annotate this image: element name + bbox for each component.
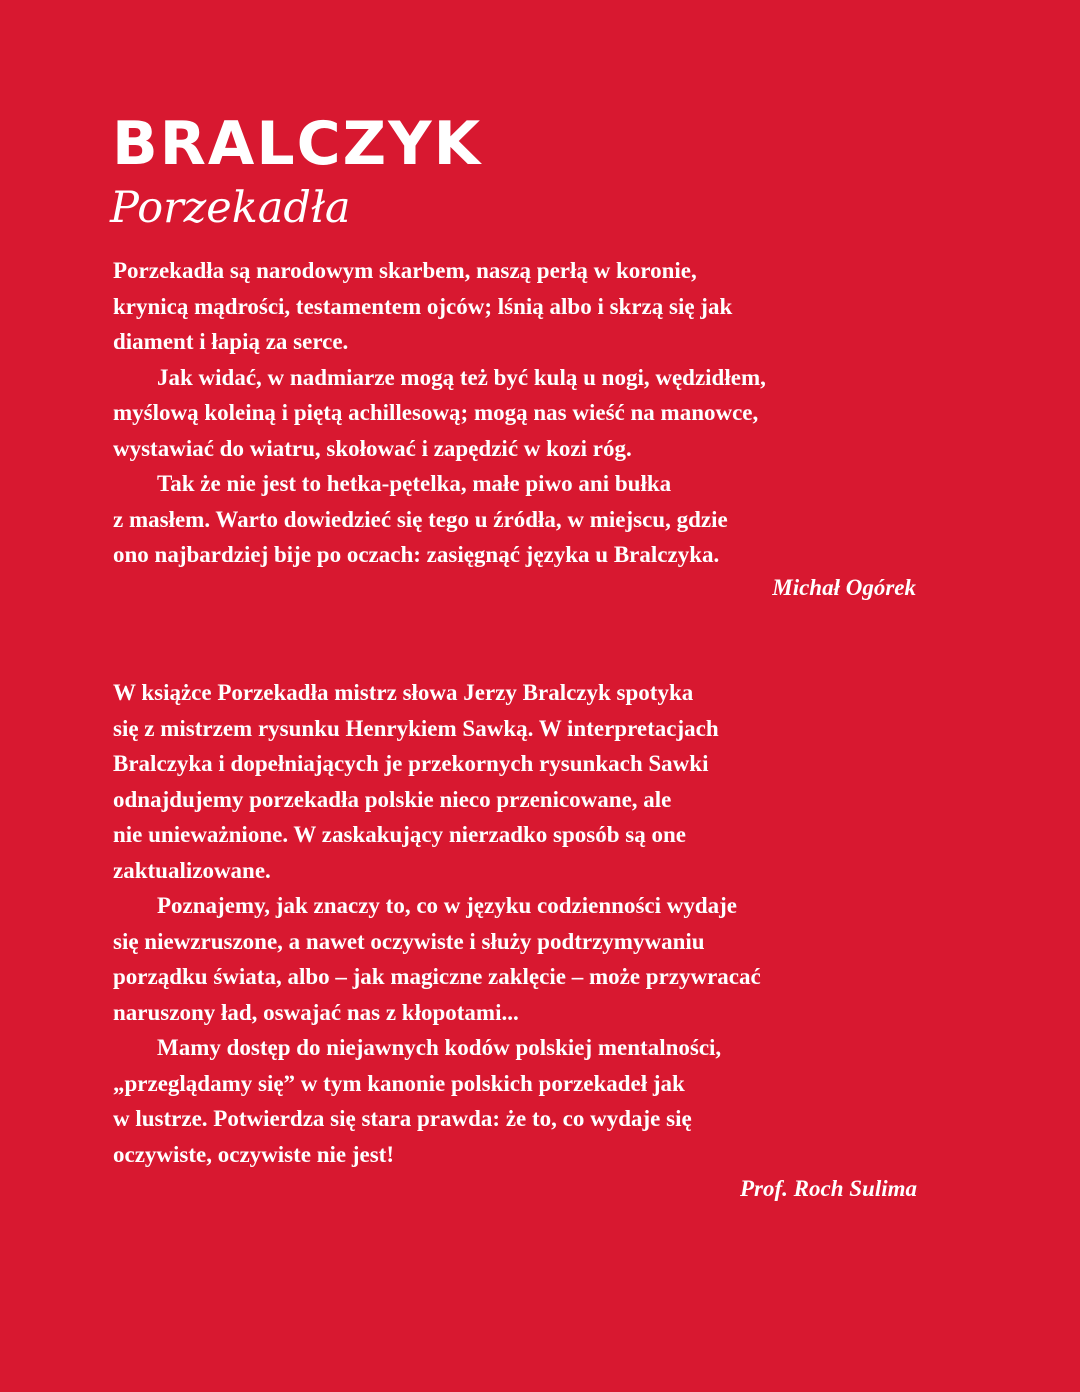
blurb-line: odnajdujemy porzekadła polskie nieco przenicowane, ale — [113, 786, 672, 812]
blurb-line: wystawiać do wiatru, skołować i zapędzić w kozi róg. — [113, 435, 632, 461]
blurb-sulima — [113, 675, 953, 1172]
author-name: BRALCZYK — [112, 109, 483, 179]
blurb-line: w lustrze. Potwierdza się stara prawda: że to, co wydaje się — [113, 1106, 692, 1131]
signature-sulima: Prof. Roch Sulima — [739, 1176, 917, 1201]
blurb-ogorek — [113, 253, 953, 573]
blurb-line: Mamy dostęp do niejawnych kodów polskiej mentalności, — [157, 1035, 722, 1060]
blurb-line: diament i łapią za serce. — [113, 329, 349, 354]
blurb-line: porządku świata, albo – jak magiczne zaklęcie – może przywracać — [113, 964, 761, 989]
blurb-line: Bralczyka i dopełniających je przekornych rysunkach Sawki — [113, 751, 709, 776]
blurb-line: się z mistrzem rysunku Henrykiem Sawką. W interpretacjach — [113, 715, 719, 741]
blurb-line: oczywiste, oczywiste nie jest! — [113, 1141, 394, 1167]
blurb-line: ono najbardziej bije po oczach: zasięgnąć języka u Bralczyka. — [113, 542, 720, 567]
blurb-line: naruszony ład, oswajać nas z kłopotami... — [113, 999, 519, 1025]
book-title: Porzekadła — [110, 183, 351, 233]
blurb-line: z masłem. Warto dowiedzieć się tego u źródła, w miejscu, gdzie — [113, 506, 728, 532]
blurb-line: „przeglądamy się” w tym kanonie polskich porzekadeł jak — [113, 1070, 685, 1096]
blurb-line: Jak widać, w nadmiarze mogą też być kulą u nogi, wędzidłem, — [157, 364, 766, 390]
blurb-line: Tak że nie jest to hetka-pętelka, małe piwo ani bułka — [157, 471, 672, 496]
blurb-line: krynicą mądrości, testamentem ojców; lśnią albo i skrzą się jak — [113, 293, 733, 319]
blurb-line: Poznajemy, jak znaczy to, co w języku codzienności wydaje — [157, 893, 738, 918]
signature-ogorek: Michał Ogórek — [772, 575, 916, 600]
blurb-line: myślową koleiną i piętą achillesową; mogą nas wieść na manowce, — [113, 400, 759, 425]
blurb-line: zaktualizowane. — [113, 857, 271, 883]
blurb-line: nie unieważnione. W zaskakujący nierzadko sposób są one — [113, 822, 686, 847]
blurb-line: Porzekadła są narodowym skarbem, naszą perłą w koronie, — [113, 258, 697, 283]
blurb-line: W książce Porzekadła mistrz słowa Jerzy Bralczyk spotyka — [113, 680, 694, 705]
blurb-line: się niewzruszone, a nawet oczywiste i służy podtrzymywaniu — [113, 928, 705, 954]
